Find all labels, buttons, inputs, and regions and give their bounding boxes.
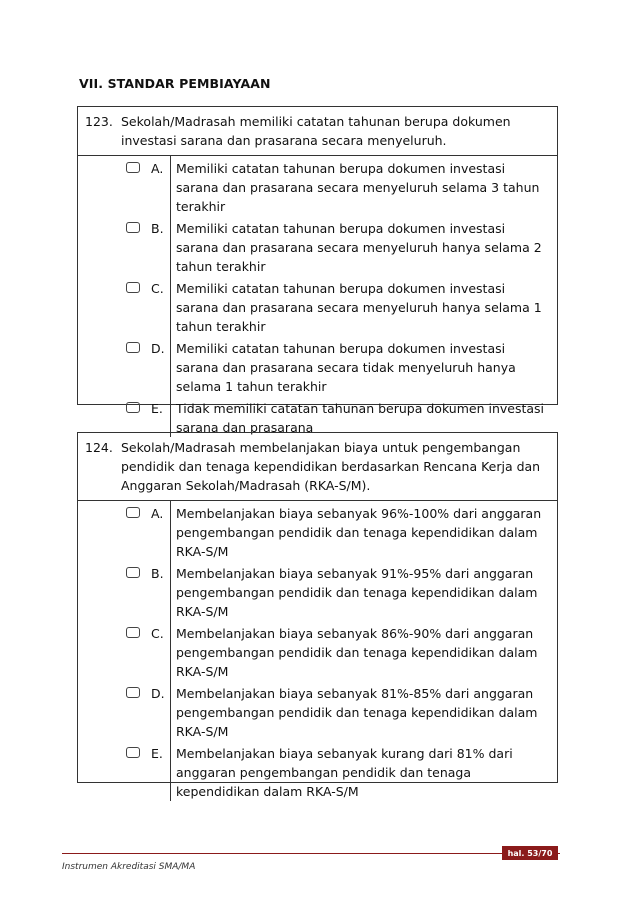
- question-header: [78, 107, 557, 156]
- option-c: [78, 621, 557, 681]
- checkbox-option-c[interactable]: [126, 282, 140, 293]
- question-text: Sekolah/Madrasah membelanjakan biaya untuk pengembangan pendidik dan tenaga kependidikan berdasarkan Rencana Kerja dan Anggaran Sekolah/Madrasah (RKA-S/M).: [121, 440, 541, 493]
- option-text: Membelanjakan biaya sebanyak 86%-90% dari anggaran pengembangan pendidik dan tenaga kependidikan dalam RKA-S/M: [176, 626, 538, 679]
- option-text: Membelanjakan biaya sebanyak 96%-100% dari anggaran pengembangan pendidik dan tenaga kependidikan dalam RKA-S/M: [176, 506, 542, 559]
- option-letter: D.: [151, 341, 165, 356]
- option-a: [78, 501, 557, 561]
- option-letter: B.: [151, 566, 164, 581]
- question-box-124: [77, 432, 558, 799]
- option-d: [78, 681, 557, 741]
- option-letter: E.: [151, 401, 163, 416]
- checkbox-option-c[interactable]: [126, 627, 140, 638]
- question-text: Sekolah/Madrasah memiliki catatan tahunan berupa dokumen investasi sarana dan prasarana secara menyeluruh.: [121, 114, 511, 148]
- checkbox-option-b[interactable]: [126, 567, 140, 578]
- section-title: VII. STANDAR PEMBIAYAAN: [79, 76, 271, 91]
- checkbox-option-d[interactable]: [126, 687, 140, 698]
- option-letter: A.: [151, 506, 164, 521]
- checkbox-option-e[interactable]: [126, 402, 140, 413]
- option-letter: D.: [151, 686, 165, 701]
- footer-divider: [62, 853, 560, 854]
- question-number: 124.: [85, 440, 113, 455]
- option-text: Membelanjakan biaya sebanyak 91%-95% dari anggaran pengembangan pendidik dan tenaga kependidikan dalam RKA-S/M: [176, 566, 538, 619]
- checkbox-option-a[interactable]: [126, 162, 140, 173]
- page-number-badge: hal. 53/70: [502, 846, 558, 860]
- option-c: [78, 276, 557, 336]
- option-text: Memiliki catatan tahunan berupa dokumen investasi sarana dan prasarana secara menyeluruh hanya selama 1 tahun terakhir: [176, 281, 542, 334]
- checkbox-option-b[interactable]: [126, 222, 140, 233]
- option-letter: C.: [151, 281, 164, 296]
- option-letter: C.: [151, 626, 164, 641]
- option-b: [78, 216, 557, 276]
- option-e: [78, 396, 557, 437]
- checkbox-option-d[interactable]: [126, 342, 140, 353]
- option-list: [78, 156, 557, 437]
- option-d: [78, 336, 557, 396]
- option-text: Memiliki catatan tahunan berupa dokumen investasi sarana dan prasarana secara menyeluruh hanya selama 2 tahun terakhir: [176, 221, 542, 274]
- option-text: Memiliki catatan tahunan berupa dokumen investasi sarana dan prasarana secara tidak menyeluruh hanya selama 1 tahun terakhir: [176, 341, 516, 394]
- question-box-123: [77, 106, 558, 435]
- option-a: [78, 156, 557, 216]
- option-text: Membelanjakan biaya sebanyak 81%-85% dari anggaran pengembangan pendidik dan tenaga kependidikan dalam RKA-S/M: [176, 686, 538, 739]
- option-b: [78, 561, 557, 621]
- option-text: Tidak memiliki catatan tahunan berupa dokumen investasi sarana dan prasarana: [176, 401, 545, 435]
- option-letter: E.: [151, 746, 163, 761]
- option-list: [78, 501, 557, 801]
- question-number: 123.: [85, 114, 113, 129]
- checkbox-option-a[interactable]: [126, 507, 140, 518]
- footer-document-name: Instrumen Akreditasi SMA/MA: [62, 862, 196, 872]
- option-e: [78, 741, 557, 801]
- option-text: Memiliki catatan tahunan berupa dokumen investasi sarana dan prasarana secara menyeluruh selama 3 tahun terakhir: [176, 161, 540, 214]
- option-letter: B.: [151, 221, 164, 236]
- option-letter: A.: [151, 161, 164, 176]
- option-text: Membelanjakan biaya sebanyak kurang dari 81% dari anggaran pengembangan pendidik dan tenaga kependidikan dalam RKA-S/M: [176, 746, 513, 799]
- question-header: [78, 433, 557, 501]
- checkbox-option-e[interactable]: [126, 747, 140, 758]
